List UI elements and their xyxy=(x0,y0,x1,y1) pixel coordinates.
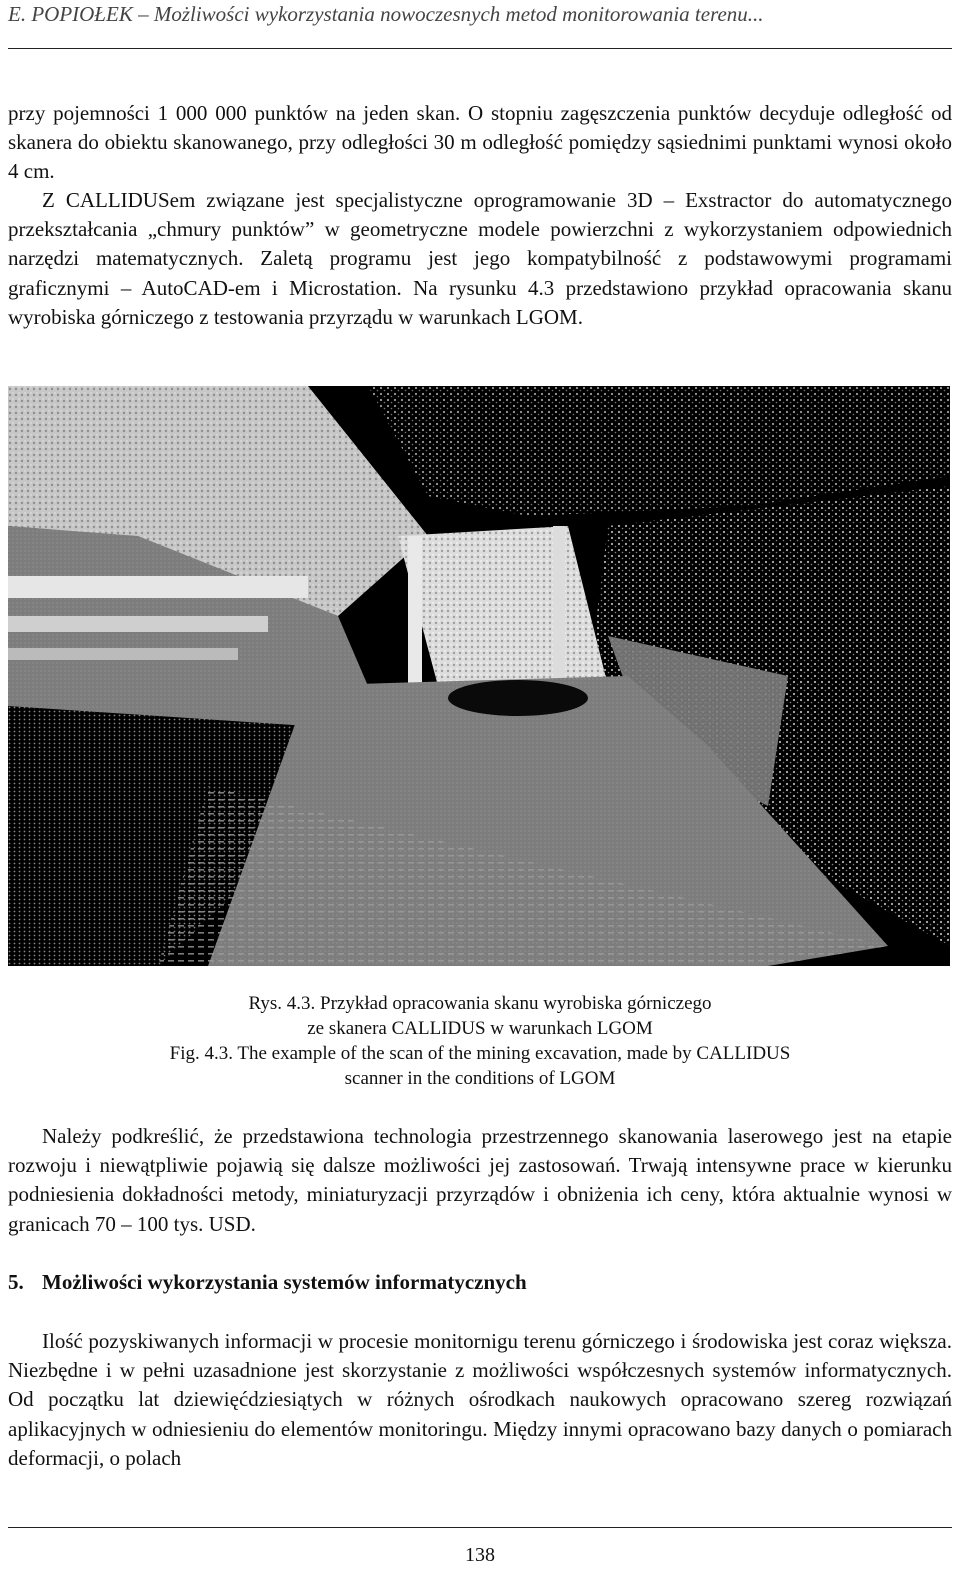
header-rule xyxy=(8,48,952,49)
running-header: E. POPIOŁEK – Możliwości wykorzystania nowoczesnych metod monitorowania terenu... xyxy=(8,2,764,26)
section-number: 5. xyxy=(8,1270,24,1294)
page-number: 138 xyxy=(465,1544,495,1566)
paragraph-3: Należy podkreślić, że przedstawiona technologia przestrzennego skanowania laserowego jest na etapie rozwoju i niewątpliwie pojawią się dalsze możliwości jej zastosowań. Trwają intensywne prace w kierunku podniesienia dokładności metody, miniaturyzacji przyrządów i obniżenia ich ceny, która aktualnie wynosi w granicach 70 – 100 tys. USD. xyxy=(8,1124,952,1236)
figure-caption-pl-line-2: ze skanera CALLIDUS w warunkach LGOM xyxy=(307,1018,653,1039)
point-cloud-image xyxy=(8,386,950,966)
footer-rule xyxy=(8,1527,952,1528)
paragraph-4: Ilość pozyskiwanych informacji w procesie monitornigu terenu górniczego i środowiska jest coraz większa. Niezbędne i w pełni uzasadnione jest skorzystanie z możliwości współczesnych systemów informatycznych. Od początku lat dziewięćdziesiątych w różnych ośrodkach naukowych opracowano szereg rozwiązań aplikacyjnych w odniesieniu do elementów monitoringu. Między innymi opracowano bazy danych o pomiarach deformacji, o polach xyxy=(8,1329,952,1470)
paragraph-2: Z CALLIDUSem związane jest specjalistyczne oprogramowanie 3D – Exstractor do automatycznego przekształcania „chmury punktów” w geometryczne modele powierzchni z wykorzystaniem odpowiednich narzędzi matematycznych. Zaletą programu jest jego kompatybilność z podstawowymi programami graficznymi – AutoCAD-em i Microstation. Na rysunku 4.3 przedstawiono przykład opracowania skanu wyrobiska górniczego z testowania przyrządu w warunkach LGOM. xyxy=(8,188,952,329)
figure-caption-en-line-1: Fig. 4.3. The example of the scan of the mining excavation, made by CALLIDUS xyxy=(169,1043,791,1064)
figure-caption-pl-line-1: Rys. 4.3. Przykład opracowania skanu wyrobiska górniczego xyxy=(248,993,712,1014)
figure-caption-en-line-2: scanner in the conditions of LGOM xyxy=(344,1068,616,1089)
point-cloud-scan-figure xyxy=(8,386,950,966)
paragraph-1: przy pojemności 1 000 000 punktów na jeden skan. O stopniu zagęszczenia punktów decyduje odległość od skanera do obiektu skanowanego, przy odległości 30 m odległość pomiędzy sąsiednimi punktami wynosi około 4 cm. xyxy=(8,101,952,184)
section-title: Możliwości wykorzystania systemów informatycznych xyxy=(42,1270,527,1294)
section-heading xyxy=(8,1270,527,1295)
